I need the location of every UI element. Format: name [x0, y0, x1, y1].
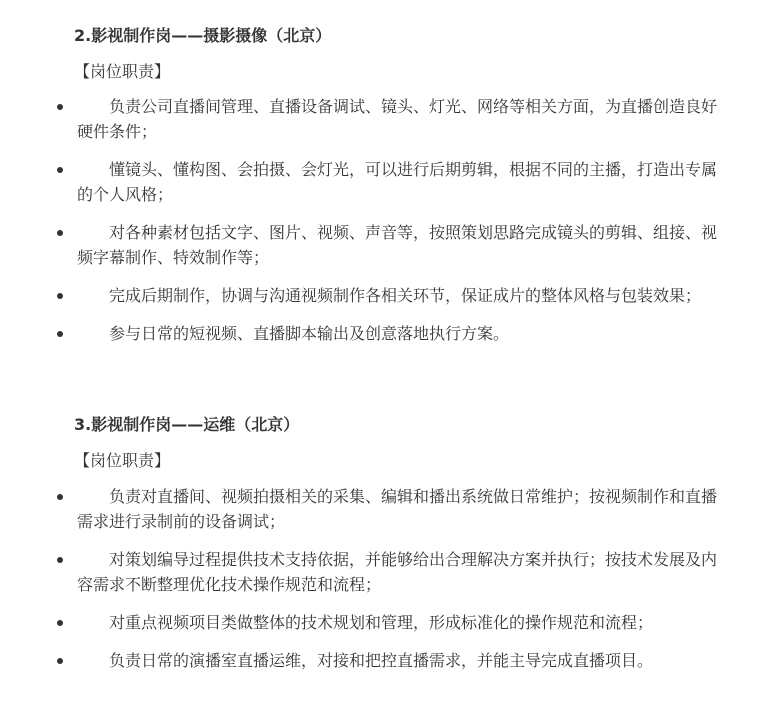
bullet-icon: [57, 494, 63, 500]
list-item-text: 参与日常的短视频、直播脚本输出及创意落地执行方案。: [109, 324, 510, 343]
bullet-icon: [57, 230, 63, 236]
list-item-text: 懂镜头、懂构图、会拍摄、会灯光，可以进行后期剪辑，根据不同的主播，打造出专属的个人风格；: [77, 160, 718, 204]
section-title: 2.影视制作岗——摄影摄像（北京）: [74, 26, 332, 45]
bullet-icon: [57, 557, 63, 563]
list-item-text: 对策划编导过程提供技术支持依据，并能够给出合理解决方案并执行；按技术发展及内容需求不断整理优化技术操作规范和流程；: [77, 550, 718, 594]
list-item-text: 负责对直播间、视频拍摄相关的采集、编辑和播出系统做日常维护；按视频制作和直播需求进行录制前的设备调试；: [77, 487, 718, 531]
list-item: [0, 484, 763, 534]
list-item: [0, 283, 763, 308]
list-item-text: 完成后期制作，协调与沟通视频制作各相关环节，保证成片的整体风格与包装效果；: [109, 286, 702, 305]
duties-list: [0, 484, 763, 686]
list-item: [0, 321, 763, 346]
bullet-icon: [57, 658, 63, 664]
bullet-icon: [57, 620, 63, 626]
list-item-text: 负责日常的演播室直播运维，对接和把控直播需求，并能主导完成直播项目。: [109, 651, 654, 670]
list-item: [0, 220, 763, 270]
list-item: [0, 610, 763, 635]
bullet-icon: [57, 331, 63, 337]
bullet-icon: [57, 293, 63, 299]
list-item: [0, 157, 763, 207]
duties-list: [0, 94, 763, 359]
list-item-text: 负责公司直播间管理、直播设备调试、镜头、灯光、网络等相关方面，为直播创造良好硬件条件；: [77, 97, 718, 141]
bullet-icon: [57, 167, 63, 173]
list-item: [0, 547, 763, 597]
section-label-duties: 【岗位职责】: [74, 451, 171, 470]
bullet-icon: [57, 104, 63, 110]
section-label-duties: 【岗位职责】: [74, 62, 171, 81]
list-item: [0, 94, 763, 144]
list-item-text: 对重点视频项目类做整体的技术规划和管理，形成标准化的操作规范和流程；: [109, 613, 654, 632]
list-item-text: 对各种素材包括文字、图片、视频、声音等，按照策划思路完成镜头的剪辑、组接、视频字幕制作、特效制作等；: [77, 223, 718, 267]
list-item: [0, 648, 763, 673]
section-title: 3.影视制作岗——运维（北京）: [74, 415, 300, 434]
